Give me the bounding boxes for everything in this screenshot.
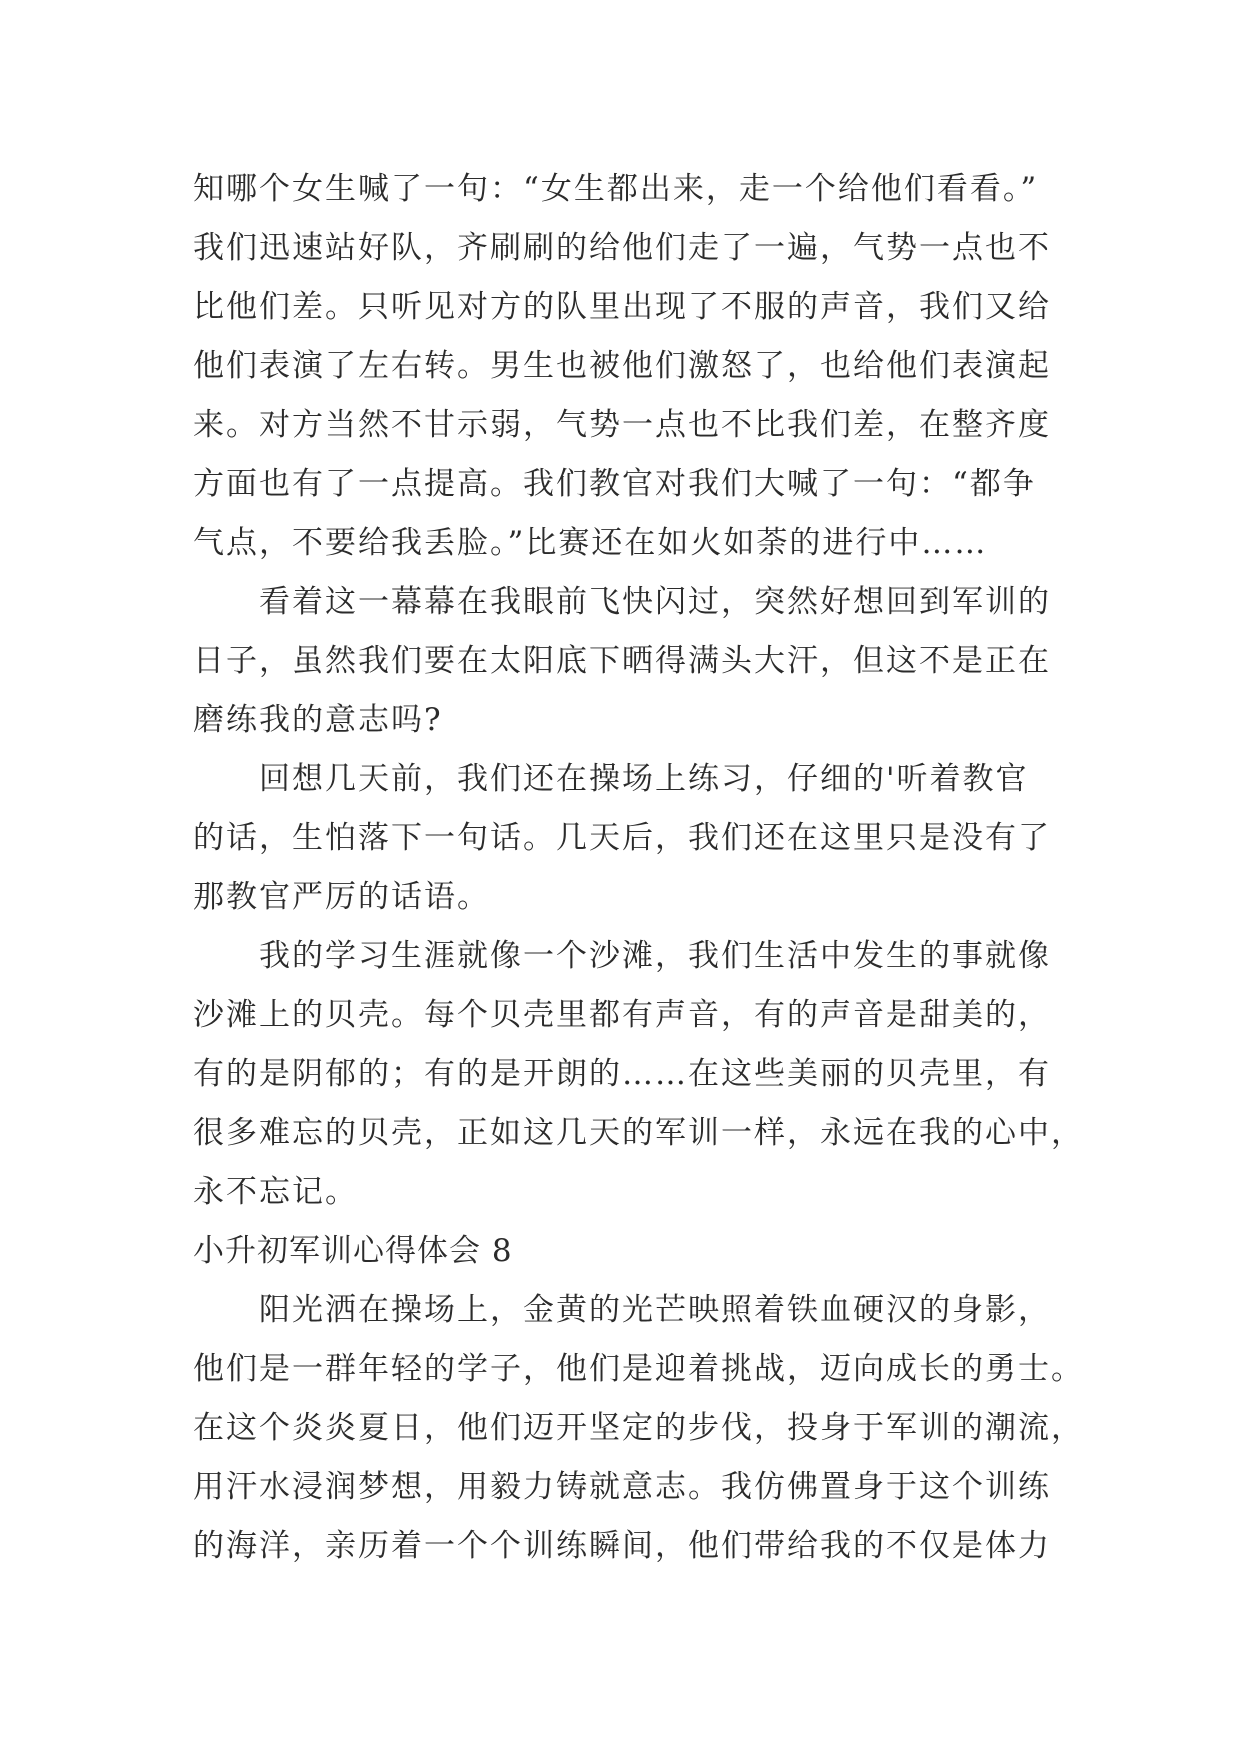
text-line: 我们迅速站好队，齐刷刷的给他们走了一遍，气势一点也不: [193, 230, 1051, 266]
text-line: 很多难忘的贝壳，正如这几天的军训一样，永远在我的心中，: [193, 1115, 1084, 1151]
text-line: 日子，虽然我们要在太阳底下晒得满头大汗，但这不是正在: [193, 643, 1051, 679]
text-line: 他们是一群年轻的学子，他们是迎着挑战，迈向成长的勇士。: [193, 1351, 1084, 1387]
paragraph-first-line: 阳光洒在操场上，金黄的光芒映照着铁血硬汉的身影，: [193, 1292, 1051, 1328]
paragraph-first-line: 回想几天前，我们还在操场上练习，仔细的'听着教官: [193, 761, 1029, 797]
text-line: 用汗水浸润梦想，用毅力铸就意志。我仿佛置身于这个训练: [193, 1469, 1051, 1505]
text-line: 沙滩上的贝壳。每个贝壳里都有声音，有的声音是甜美的，: [193, 997, 1051, 1033]
text-line: 知哪个女生喊了一句：“女生都出来，走一个给他们看看。”: [193, 171, 1039, 207]
text-line: 气点，不要给我丢脸。”比赛还在如火如荼的进行中……: [193, 525, 988, 561]
document-body: [193, 160, 1084, 1576]
text-line: 在这个炎炎夏日，他们迈开坚定的步伐，投身于军训的潮流，: [193, 1410, 1084, 1446]
section-heading: 小升初军训心得体会 8: [193, 1233, 513, 1269]
text-line: 来。对方当然不甘示弱，气势一点也不比我们差，在整齐度: [193, 407, 1051, 443]
paragraph-first-line: 看着这一幕幕在我眼前飞快闪过，突然好想回到军训的: [193, 584, 1051, 620]
text-line: 有的是阴郁的；有的是开朗的……在这些美丽的贝壳里，有: [193, 1056, 1051, 1092]
text-line: 他们表演了左右转。男生也被他们激怒了，也给他们表演起: [193, 348, 1051, 384]
text-line: 的话，生怕落下一句话。几天后，我们还在这里只是没有了: [193, 820, 1051, 856]
text-line: 磨练我的意志吗?: [193, 702, 443, 738]
paragraph-first-line: 我的学习生涯就像一个沙滩，我们生活中发生的事就像: [193, 938, 1051, 974]
text-line: 比他们差。只听见对方的队里出现了不服的声音，我们又给: [193, 289, 1051, 325]
text-line: 方面也有了一点提高。我们教官对我们大喊了一句：“都争: [193, 466, 1036, 502]
text-line: 那教官严厉的话语。: [193, 879, 490, 915]
text-line: 的海洋，亲历着一个个训练瞬间，他们带给我的不仅是体力: [193, 1528, 1051, 1564]
text-line: 永不忘记。: [193, 1174, 358, 1210]
